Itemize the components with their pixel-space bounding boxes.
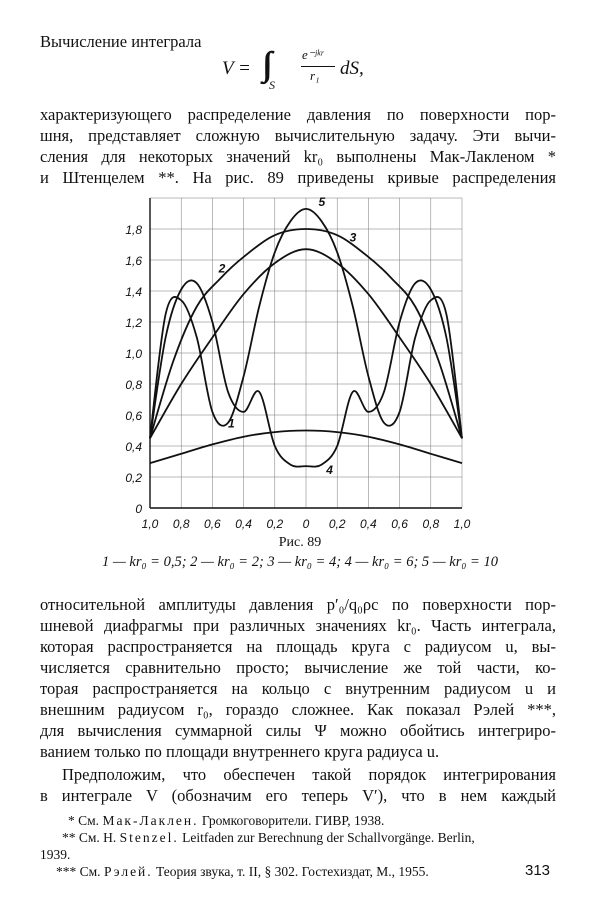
bottom-line-2: шневой диафрагмы при различных значениях kr₀. Часть интеграла, (40, 616, 556, 635)
footnote-1-author: Мак-Лаклен. (102, 813, 199, 828)
curve-label-3: 3 (349, 230, 357, 245)
x-tick-label: 0,4 (235, 517, 252, 531)
formula-numerator: e⁻ʲᵏʳ (302, 47, 324, 62)
fraction-bar (301, 66, 335, 67)
x-tick-label: 0 (302, 517, 310, 531)
x-tick-label: 0,6 (204, 517, 221, 531)
formula-subscript: S (269, 78, 275, 92)
footnote-2 (62, 829, 475, 846)
top-line-2: шня, представляет сложную вычислительную задачу. Эти вычи- (40, 126, 556, 145)
y-tick-label: 0,4 (125, 440, 142, 454)
y-tick-label: 0,8 (125, 378, 142, 392)
curve-label-2: 2 (218, 261, 226, 276)
footnote-2-author: Stenzel. (119, 830, 179, 845)
x-tick-label: 0,4 (360, 517, 377, 531)
footnote-1-mark: * (68, 813, 75, 828)
curve-label-1: 1 (228, 416, 235, 431)
footnote-1-rest: Громкоговорители. ГИВР, 1938. (201, 813, 385, 828)
para2-line-1: Предположим, что обеспечен такой порядок интегрирования (62, 765, 556, 784)
page-number: 313 (525, 862, 551, 879)
formula-lhs: V = (222, 58, 251, 79)
bottom-line-8: ванием только по площади внутреннего круга радиуса u. (40, 742, 440, 761)
footnote-3 (56, 863, 429, 880)
footnote-2-prefix: См. Н. (78, 830, 117, 845)
pressure-distribution-chart (112, 190, 484, 535)
top-line-4: и Штенцелем **. На рис. 89 приведены кривые распределения (40, 168, 556, 187)
bottom-line-1: относительной амплитуды давления p′₀/q₀ρc по поверхности пор- (40, 595, 556, 614)
figure-caption: Рис. 89 (278, 535, 322, 550)
formula-tail: dS, (340, 58, 364, 79)
y-tick-label: 1,0 (125, 347, 142, 361)
para2-line-2: в интеграле V (обозначим его теперь V′), что в нем каждый (40, 786, 556, 805)
y-tick-label: 0 (135, 502, 142, 516)
x-tick-label: 0,8 (172, 517, 190, 531)
y-tick-label: 1,8 (125, 223, 142, 237)
curve-label-4: 4 (326, 462, 333, 477)
bottom-line-5: торая распространяется на кольцо с внутренним радиусом u и (40, 679, 556, 698)
top-line-1: характеризующего распределение давления по поверхности пор- (40, 105, 556, 124)
bottom-line-7: для вычисления суммарной силы Ψ можно обойтись интегриро- (40, 721, 556, 740)
intro-text: Вычисление интеграла (40, 32, 202, 51)
curve-label-5: 5 (318, 194, 326, 209)
x-tick-label: 0,6 (391, 517, 408, 531)
footnote-3-rest: Теория звука, т. II, § 302. Гостехиздат, М., 1955. (156, 864, 429, 879)
y-tick-label: 0,6 (125, 409, 142, 423)
x-tick-label: 1,0 (141, 517, 159, 531)
x-tick-label: 0,2 (328, 517, 346, 531)
formula-integral-sign: ∫∫ (262, 46, 265, 83)
footnote-1 (68, 812, 384, 829)
footnote-3-author: Рэлей. (103, 864, 153, 879)
footnote-2-year: 1939. (40, 847, 71, 862)
y-tick-label: 1,2 (125, 316, 142, 330)
bottom-line-4: числяется сравнительно просто; вычисление же той части, ко- (40, 658, 556, 677)
y-tick-label: 1,4 (125, 285, 142, 299)
figure-legend: 1 — kr₀ = 0,5; 2 — kr₀ = 2; 3 — kr₀ = 4; 4 — kr₀ = 6; 5 — kr₀ = 10 (102, 554, 498, 570)
footnote-3-mark: *** (56, 864, 77, 879)
x-tick-label: 0,2 (266, 517, 284, 531)
footnote-2-mark: ** (62, 830, 76, 845)
y-tick-label: 1,6 (125, 254, 142, 268)
x-tick-label: 0,8 (422, 517, 440, 531)
integral-formula (222, 44, 372, 92)
bottom-line-3: которая распространяется на площадь круга с радиусом u, вы- (40, 637, 556, 656)
footnote-3-prefix: См. (79, 864, 101, 879)
footnote-1-prefix: См. (78, 813, 100, 828)
bottom-line-6: внешним радиусом r₀, гораздо сложнее. Как показал Рэлей ***, (40, 700, 556, 719)
formula-denominator: r₁ (310, 68, 320, 83)
top-line-3: сления для некоторых значений kr₀ выполнены Мак-Лакленом * (40, 147, 556, 166)
x-tick-label: 1,0 (453, 517, 471, 531)
y-tick-label: 0,2 (125, 471, 142, 485)
footnote-2-rest: Leitfaden zur Berechnung der Schallvorgänge. Berlin, (182, 830, 475, 845)
